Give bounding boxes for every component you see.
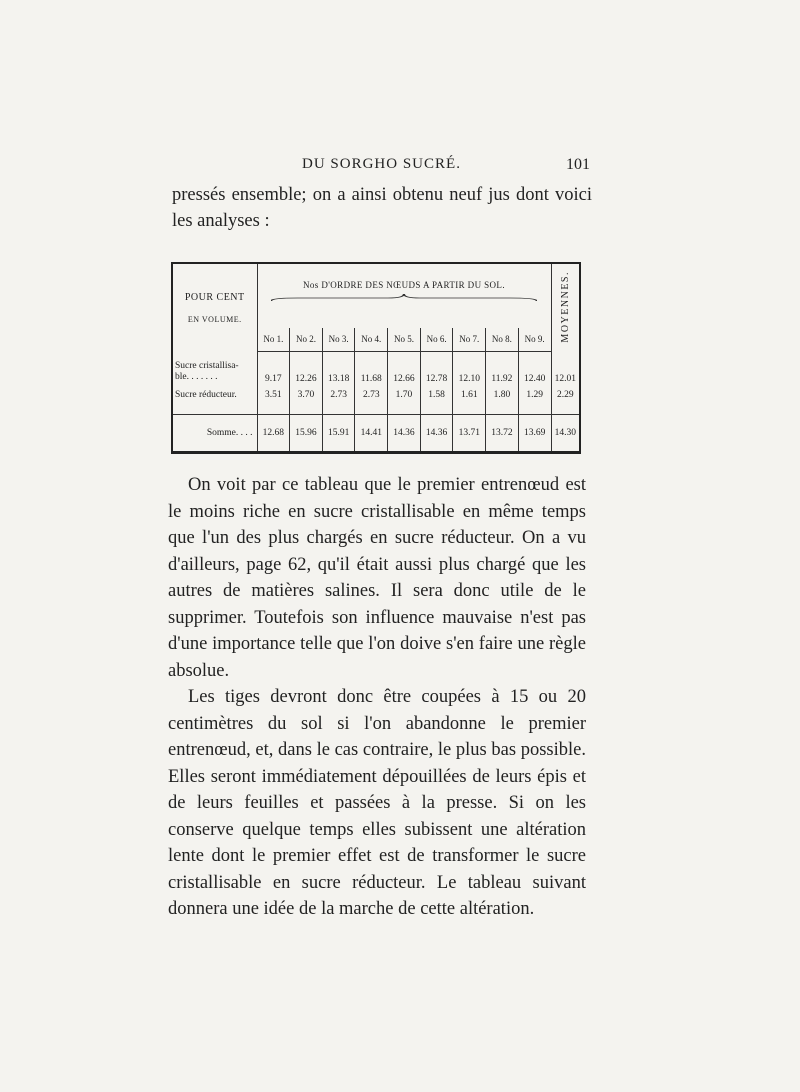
table-cell: 13.18	[322, 361, 355, 384]
table-corner-header	[173, 264, 257, 352]
table-cell: 13.69	[518, 414, 551, 451]
table-cell: 1.61	[453, 384, 486, 405]
col-header: No 5.	[388, 328, 421, 352]
table-cell: 12.40	[518, 361, 551, 384]
table-row	[173, 384, 579, 405]
row-label	[173, 361, 257, 384]
row-label-line1: Sucre cristallisa-	[175, 361, 239, 372]
col-header: No 3.	[322, 328, 355, 352]
averages-header-text: MOYENNES.	[559, 270, 571, 343]
table-row	[173, 361, 579, 384]
averages-header	[551, 264, 579, 352]
table-cell: 1.58	[420, 384, 453, 405]
paragraph: Les tiges devront donc être coupées à 15 ou 20 centimètres du sol si l'on abandonne le premier entrenœud, et, dans le cas contraire, le plus bas possible. Elles seront immédiatement dépouillées de leurs épis et de leurs feuilles et passées à la presse. Si on les conserve quelque temps elles subissent une altération lente dont le premier effet est de transformer le sucre cristallisable en sucre réducteur. Le tableau suivant donnera une idée de la marche de cette altération.	[168, 687, 586, 919]
table-cell: 12.66	[388, 361, 421, 384]
page-header	[172, 156, 590, 178]
table-cell: 11.92	[486, 361, 519, 384]
table-cell: 15.96	[290, 414, 323, 451]
table-cell: 3.51	[257, 384, 290, 405]
table-cell: 9.17	[257, 361, 290, 384]
average-cell: 12.01	[551, 361, 579, 384]
row-label: Somme. . . .	[173, 414, 257, 451]
col-header: No 8.	[486, 328, 519, 352]
average-cell: 2.29	[551, 384, 579, 405]
table-cell: 12.10	[453, 361, 486, 384]
row-label: Sucre réducteur.	[173, 384, 257, 405]
col-header: No 1.	[257, 328, 290, 352]
intro-text: pressés ensemble; on a ainsi obtenu neuf jus dont voici les analyses :	[172, 185, 592, 231]
table-cell: 2.73	[322, 384, 355, 405]
running-title: DU SORGHO SUCRÉ.	[302, 156, 461, 172]
intro-paragraph	[172, 182, 592, 234]
table-cell: 13.71	[453, 414, 486, 451]
col-header: No 7.	[453, 328, 486, 352]
col-header: No 6.	[420, 328, 453, 352]
table-cell: 12.78	[420, 361, 453, 384]
col-header: No 9.	[518, 328, 551, 352]
table-cell: 13.72	[486, 414, 519, 451]
average-cell: 14.30	[551, 414, 579, 451]
pour-cent-label: POUR CENT	[184, 292, 245, 304]
page-number: 101	[566, 156, 590, 173]
row-label-line2: ble. . . . . . .	[175, 372, 218, 383]
table-cell: 1.29	[518, 384, 551, 405]
table-cell: 2.73	[355, 384, 388, 405]
table-cell: 15.91	[322, 414, 355, 451]
table-cell: 14.36	[388, 414, 421, 451]
table-cell: 14.36	[420, 414, 453, 451]
table-cell: 3.70	[290, 384, 323, 405]
col-header: No 2.	[290, 328, 323, 352]
paragraph: On voit par ce tableau que le premier entrenœud est le moins riche en sucre cristallisable en même temps que l'un des plus chargés en sucre réducteur. On a vu d'ailleurs, page 62, qu'il était aussi plus chargé que les autres de matières salines. Il sera donc utile de le supprimer. Toutefois son influence mauvaise n'est pas d'une importance telle que l'on doive s'en faire une règle absolue.	[168, 475, 586, 681]
table-row	[173, 414, 579, 451]
table-cell: 1.80	[486, 384, 519, 405]
col-header: No 4.	[355, 328, 388, 352]
table-cell: 12.26	[290, 361, 323, 384]
group-header	[257, 264, 551, 328]
brace-icon	[271, 294, 537, 302]
table-cell: 11.68	[355, 361, 388, 384]
table-cell: 12.68	[257, 414, 290, 451]
group-header-text: Nos D'ORDRE DES NŒUDS A PARTIR DU SOL.	[303, 280, 505, 290]
analysis-table	[171, 262, 581, 454]
table-cell: 14.41	[355, 414, 388, 451]
en-volume-label: EN VOLUME.	[187, 315, 242, 325]
body-text	[168, 472, 586, 923]
table-cell: 1.70	[388, 384, 421, 405]
